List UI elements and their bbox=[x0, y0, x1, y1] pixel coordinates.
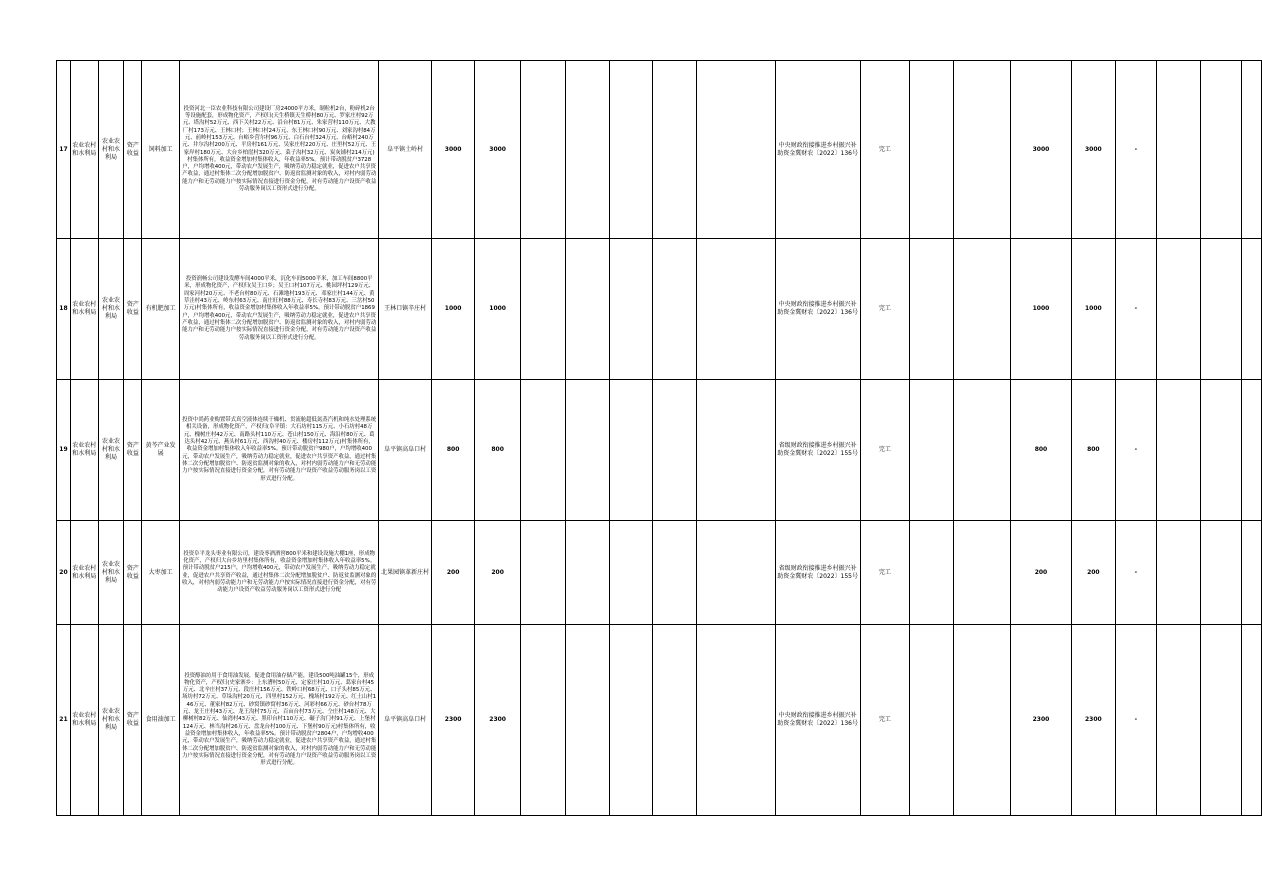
description-cell: 投资润畅公司建设发酵车间4000平米，沉化车间5000平米，加工车间8800平米，形成物化资产，产权归(吴王口乡；吴王口村107万元、桃园坪村129万元、周家河村20万元、不老台村80万元、石滩地村193万元、邓家庄村144万元、黄草洼村43万元、岭东村63万元、南庄旺村88万元、寿长寺村83万元、三岔村50万元)村集体所有，收益资金增加村集体收入年收益率5%。预计带动脱贫户1869户，户均增收400元，带动农户发展生产，吸纳劳动力稳定就业，促进农户共享资产收益，通过村集体二次分配增加脱贫户、防返贫监测对象的收入，对村内弱劳动能力户和无劳动能力户按实际情况直接进行资金分配，对有劳动能力户设资产收益劳动服务岗以工资形式进行分配。 bbox=[179, 239, 379, 380]
status-cell: 完工 bbox=[860, 380, 909, 521]
row-index: 18 bbox=[57, 239, 71, 380]
empty-cell bbox=[1200, 239, 1241, 380]
empty-cell bbox=[520, 61, 565, 239]
empty-cell bbox=[1157, 239, 1200, 380]
table-row bbox=[57, 625, 1262, 816]
empty-cell bbox=[1200, 61, 1241, 239]
project-name-cell: 黄芩产业发展 bbox=[142, 380, 180, 521]
location-cell: 北果园镇革新庄村 bbox=[379, 521, 431, 625]
empty-cell bbox=[1242, 380, 1262, 521]
mark-cell: - bbox=[1115, 625, 1157, 816]
empty-cell bbox=[566, 380, 609, 521]
location-cell: 阜平镇土岭村 bbox=[379, 61, 431, 239]
empty-cell bbox=[1200, 625, 1241, 816]
empty-cell bbox=[696, 61, 775, 239]
paid-amount-cell-2: 800 bbox=[1072, 380, 1116, 521]
row-index: 21 bbox=[57, 625, 71, 816]
fund-source-cell: 省级财政衔接推进乡村振兴补助资金冀财农〔2022〕155号 bbox=[775, 521, 860, 625]
mark-cell: - bbox=[1115, 521, 1157, 625]
empty-cell bbox=[609, 625, 652, 816]
paid-amount-cell-2: 3000 bbox=[1072, 61, 1116, 239]
empty-cell bbox=[696, 521, 775, 625]
dept-cell-2: 农业农村和水利局 bbox=[98, 521, 124, 625]
type-cell: 资产收益 bbox=[124, 239, 142, 380]
mark-cell: - bbox=[1115, 61, 1157, 239]
dept-cell: 农业农村和水利局 bbox=[70, 521, 98, 625]
empty-cell bbox=[696, 239, 775, 380]
description-cell: 投资醇油坊用于食用油发展，促进食用油存储产能，建设500吨油罐15个，形成物化资产，产权归(史家寨乡：上东漕村50万元、定家庄村10万元、葛家台村45万元、北辛庄村37万元、段庄村156万元、铁岭口村68万元、口子头村85万元、场坊村72万元、草垛沟村20万元、四里村152万元、槐场村192万元、红土山村146万元、董家村82万元、砂窝镇砂窝村36万元、河彩村66万元、砂台村78万元、龙王庄村43万元、龙王沟村75万元、百亩台村73万元、仝庄村148万元、大柳树村82万元、仙湾村43万元、黑印台村110万元、碾子沟门村91万元、上堡村124万元、林当沟村26万元、盘龙台村100万元、下堡村90万元)村集体所有，收益资金增加村集体收入，年收益率5%。预计带动脱贫户2804户，户均增收400元，带动农户发展生产，吸纳劳动力稳定就业，促进农户共享资产收益，通过村集体二次分配增加脱贫户、防返贫监测对象的收入，对村内弱劳动能力户和无劳动能力户按实际情况直接进行资金分配，对有劳动能力户设资产收益劳动服务岗以工资形式进行分配。 bbox=[179, 625, 379, 816]
empty-cell bbox=[1242, 239, 1262, 380]
empty-cell bbox=[520, 521, 565, 625]
fund-amount-cell: 800 bbox=[475, 380, 520, 521]
empty-cell bbox=[1200, 521, 1241, 625]
empty-cell bbox=[520, 239, 565, 380]
description-cell: 投资河北一臣农业科技有限公司建设厂房24000平方米，制粒机2台，粉碎机2台等设施配套，形成物化资产，产权归(天生桥镇天生桥村80万元、罗家庄村92万元、塔沟村52万元、西下关村22万元、沿台村81万元、朱家营村110万元、大教厂村173万元、王林口村；王林口村24万元、东王林口村90万元、刘家沟村84万元、前岭村153万元、台峪乡营尔村96万元、白石台村324万元、台峪村240万元、井尔沟村200万元、平房村161万元、吴家庄村220万元、庄里村52万元、王家岸村180万元、大台乡柏崖村320万元、菜子沟村32万元、炭灰铺村214万元)村集体所有，收益资金增加村集体收入，年收益率5%。预计带动脱贫户3728户，户均增收400元，带动农户发展生产，吸纳劳动力稳定就业，促进农户共享资产收益，通过村集体二次分配增加脱贫户、防返贫监测对象的收入，对村内弱劳动能力户和无劳动能力户按实际情况直接进行资金分配，对有劳动能力户设资产收益劳动服务岗以工资形式进行分配。 bbox=[179, 61, 379, 239]
empty-cell bbox=[1157, 61, 1200, 239]
table-row bbox=[57, 380, 1262, 521]
table-row bbox=[57, 521, 1262, 625]
table-row bbox=[57, 239, 1262, 380]
location-cell: 阜平镇高阜口村 bbox=[379, 625, 431, 816]
location-cell: 王林口镇辛庄村 bbox=[379, 239, 431, 380]
paid-amount-cell-2: 2300 bbox=[1072, 625, 1116, 816]
fund-source-cell: 省级财政衔接推进乡村振兴补助资金冀财农〔2022〕155号 bbox=[775, 380, 860, 521]
paid-amount-cell-2: 200 bbox=[1072, 521, 1116, 625]
dept-cell-2: 农业农村和水利局 bbox=[98, 239, 124, 380]
status-cell: 完工 bbox=[860, 239, 909, 380]
description-cell: 投资阜平龙头枣业有限公司，建设枣酒酒窖800平米和建设设施大棚1座，形成物化资产，产权归大台乡坊里村集体所有，收益资金增加村集体收入年收益率5%。预计带动脱贫户215户，户均增收400元，带动农户发展生产，吸纳劳动力稳定就业，促进农户共享资产收益，通过村集体二次分配增加脱贫户、防返贫监测对象的收入，对村内弱劳动能力户和无劳动能力户按实际情况直接进行资金分配，对有劳动能力户设资产收益劳动服务岗以工资形式进行分配 bbox=[179, 521, 379, 625]
paid-amount-cell: 1000 bbox=[1010, 239, 1071, 380]
status-cell: 完工 bbox=[860, 521, 909, 625]
empty-cell bbox=[520, 380, 565, 521]
empty-cell bbox=[953, 239, 1010, 380]
dept-cell: 农业农村和水利局 bbox=[70, 380, 98, 521]
empty-cell bbox=[653, 380, 696, 521]
empty-cell bbox=[566, 239, 609, 380]
empty-cell bbox=[696, 380, 775, 521]
status-cell: 完工 bbox=[860, 61, 909, 239]
empty-cell bbox=[566, 61, 609, 239]
empty-cell bbox=[609, 61, 652, 239]
table-row bbox=[57, 61, 1262, 239]
empty-cell bbox=[653, 239, 696, 380]
empty-cell bbox=[910, 625, 953, 816]
project-name-cell: 大枣加工 bbox=[142, 521, 180, 625]
empty-cell bbox=[520, 625, 565, 816]
type-cell: 资产收益 bbox=[124, 61, 142, 239]
empty-cell bbox=[910, 380, 953, 521]
fund-source-cell: 中央财政衔接推进乡村振兴补助资金冀财农〔2022〕136号 bbox=[775, 239, 860, 380]
row-index: 20 bbox=[57, 521, 71, 625]
dept-cell: 农业农村和水利局 bbox=[70, 239, 98, 380]
total-amount-cell: 1000 bbox=[431, 239, 475, 380]
project-name-cell: 食用油加工 bbox=[142, 625, 180, 816]
dept-cell: 农业农村和水利局 bbox=[70, 61, 98, 239]
empty-cell bbox=[910, 521, 953, 625]
total-amount-cell: 200 bbox=[431, 521, 475, 625]
type-cell: 资产收益 bbox=[124, 625, 142, 816]
empty-cell bbox=[953, 521, 1010, 625]
paid-amount-cell: 200 bbox=[1010, 521, 1071, 625]
dept-cell: 农业农村和水利局 bbox=[70, 625, 98, 816]
fund-source-cell: 中央财政衔接推进乡村振兴补助资金冀财农〔2022〕136号 bbox=[775, 625, 860, 816]
total-amount-cell: 2300 bbox=[431, 625, 475, 816]
empty-cell bbox=[1157, 521, 1200, 625]
empty-cell bbox=[1200, 380, 1241, 521]
mark-cell: - bbox=[1115, 239, 1157, 380]
description-cell: 投资中尚药业购置带式真空液体连续干燥机、贯流舱超低氮蒸汽机和纯水处理系统相关设备，形成物化资产，产权归(阜平镇：大石坊村115万元、小石坊村48万元、槐树庄村42万元、南路头村110万元、苍山村150万元、海沿村80万元、葛达头村42万元、燕头村61万元、西沟村40万元、楼房村112万元)村集体所有，收益资金增加村集体收入年收益率5%。预计带动脱贫户980户，户均增收400元，带动农户发展生产，吸纳劳动力稳定就业，促进农户共享资产收益，通过村集体二次分配增加脱贫户、防返贫监测对象的收入，对村内弱劳动能力户和无劳动能力户按实际情况直接进行资金分配，对有劳动能力户设资产收益劳动服务岗以工资形式进行分配。 bbox=[179, 380, 379, 521]
empty-cell bbox=[953, 380, 1010, 521]
empty-cell bbox=[910, 239, 953, 380]
fund-source-cell: 中央财政衔接推进乡村振兴补助资金冀财农〔2022〕136号 bbox=[775, 61, 860, 239]
fund-amount-cell: 3000 bbox=[475, 61, 520, 239]
empty-cell bbox=[566, 521, 609, 625]
empty-cell bbox=[653, 625, 696, 816]
row-index: 19 bbox=[57, 380, 71, 521]
empty-cell bbox=[653, 61, 696, 239]
paid-amount-cell-2: 1000 bbox=[1072, 239, 1116, 380]
empty-cell bbox=[1157, 625, 1200, 816]
fund-amount-cell: 200 bbox=[475, 521, 520, 625]
paid-amount-cell: 2300 bbox=[1010, 625, 1071, 816]
project-name-cell: 有机肥加工 bbox=[142, 239, 180, 380]
empty-cell bbox=[609, 239, 652, 380]
empty-cell bbox=[1242, 625, 1262, 816]
empty-cell bbox=[609, 521, 652, 625]
empty-cell bbox=[1242, 61, 1262, 239]
empty-cell bbox=[953, 625, 1010, 816]
dept-cell-2: 农业农村和水利局 bbox=[98, 61, 124, 239]
project-name-cell: 饲料加工 bbox=[142, 61, 180, 239]
total-amount-cell: 800 bbox=[431, 380, 475, 521]
location-cell: 阜平镇高阜口村 bbox=[379, 380, 431, 521]
empty-cell bbox=[953, 61, 1010, 239]
dept-cell-2: 农业农村和水利局 bbox=[98, 380, 124, 521]
type-cell: 资产收益 bbox=[124, 380, 142, 521]
status-cell: 完工 bbox=[860, 625, 909, 816]
fund-amount-cell: 2300 bbox=[475, 625, 520, 816]
paid-amount-cell: 800 bbox=[1010, 380, 1071, 521]
empty-cell bbox=[696, 625, 775, 816]
total-amount-cell: 3000 bbox=[431, 61, 475, 239]
empty-cell bbox=[1157, 380, 1200, 521]
empty-cell bbox=[566, 625, 609, 816]
empty-cell bbox=[910, 61, 953, 239]
empty-cell bbox=[609, 380, 652, 521]
type-cell: 资产收益 bbox=[124, 521, 142, 625]
row-index: 17 bbox=[57, 61, 71, 239]
mark-cell: - bbox=[1115, 380, 1157, 521]
paid-amount-cell: 3000 bbox=[1010, 61, 1071, 239]
fund-amount-cell: 1000 bbox=[475, 239, 520, 380]
empty-cell bbox=[653, 521, 696, 625]
empty-cell bbox=[1242, 521, 1262, 625]
project-table bbox=[56, 60, 1262, 816]
dept-cell-2: 农业农村和水利局 bbox=[98, 625, 124, 816]
